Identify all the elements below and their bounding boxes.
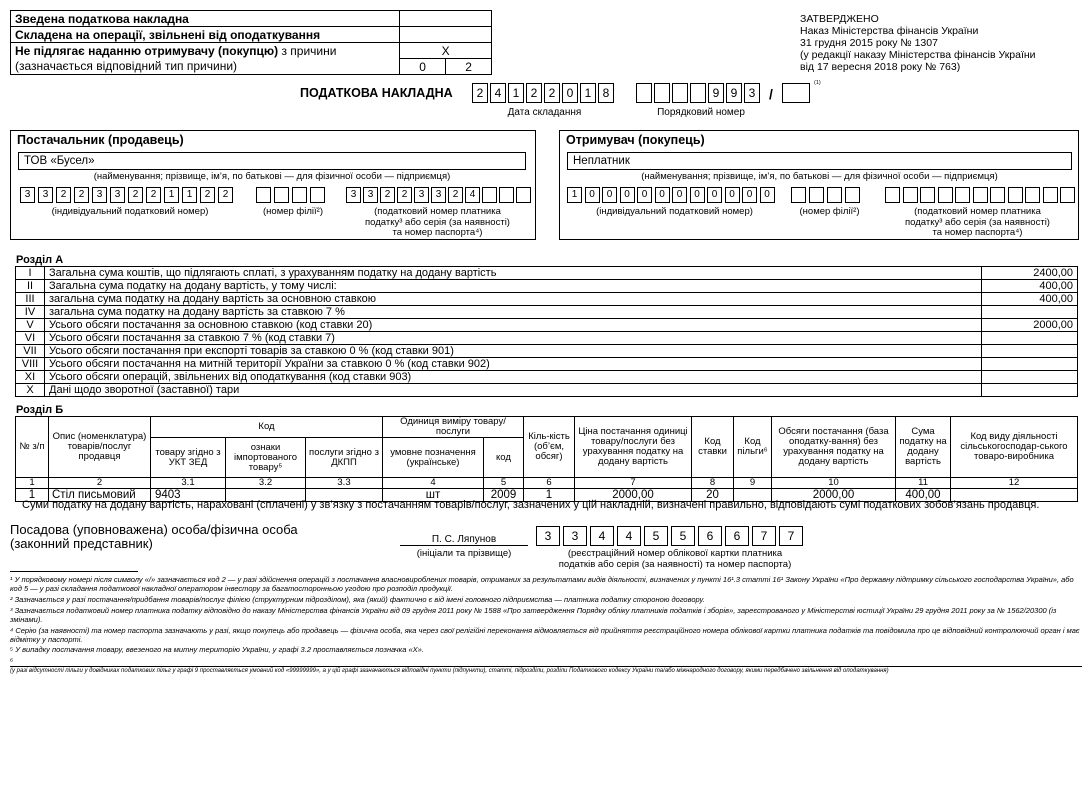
footnote-4: ⁴ Серію (за наявності) та номер паспорта зазначають у разі, якщо покупець або продавець — фізична особа, яка через свої релігійні переконання відмовляється від прийняття реєстраційного номера облікової картки платника податків та повідомила про це відповідний контролюючий орган і має відмітку у паспорті. [10, 625, 1080, 644]
buyer-ipn-digit[interactable]: 0 [760, 187, 775, 203]
official-number-digit[interactable]: 6 [725, 526, 749, 546]
approval-line: від 17 вересня 2018 року № 763) [800, 61, 961, 73]
buyer-passport-digit[interactable] [1060, 187, 1075, 203]
seller-name-field[interactable]: ТОВ «Бусел» [18, 152, 526, 170]
col-activity-header: Код виду діяльності сільськогосподар-ського товаро-виробника [951, 417, 1078, 478]
official-number-digit[interactable]: 4 [590, 526, 614, 546]
section-a-row-label: Усього обсяги постачання за основною ставкою (код ставки 20) [45, 319, 982, 332]
date-digit-box[interactable]: 2 [544, 83, 560, 103]
buyer-branch-digit[interactable] [827, 187, 842, 203]
section-a-row-number: III [16, 293, 45, 306]
col-benefit-header: Код пільги⁶ [734, 417, 772, 478]
section-a-row-number: VIII [16, 358, 45, 371]
section-a-row-label: Усього обсяги постачання за ставкою 7 % (код ставки 7) [45, 332, 982, 345]
table-cell[interactable]: 2009 [484, 489, 524, 502]
section-a-row [16, 280, 1078, 293]
column-number: 3.1 [151, 478, 226, 489]
table-cell[interactable]: 400,00 [896, 489, 951, 502]
seller-passport-digit[interactable]: 2 [448, 187, 463, 203]
date-digit-box[interactable]: 0 [562, 83, 578, 103]
footnote-divider [10, 571, 138, 572]
col-code-header: Код [151, 417, 383, 438]
seller-branch-caption: (номер філії²) [263, 206, 323, 217]
confirmation-statement: Суми податку на додану вартість, нараховані (сплачені) у зв’язку з постачанням товарів/послуг, зазначених у цій накладній, визначені правильно, відповідають сумі податкових зобов’язань продавця. [22, 499, 1040, 511]
section-a-row [16, 371, 1078, 384]
footnote-3: ³ Зазначається податковий номер платника податку відповідно до наказу Міністерства фінансів України від 09 грудня 2011 року № 1588 «Про затвердження Порядку обліку платників податків і зборів», зареєстрованого у Міністерстві юстиції України 29 грудня 2011 року за № 1562/20300 (із змінами). [10, 605, 1057, 624]
column-number: 6 [524, 478, 575, 489]
buyer-ipn-digit[interactable]: 0 [655, 187, 670, 203]
seller-ipn-digit[interactable]: 1 [164, 187, 179, 203]
document-title: ПОДАТКОВА НАКЛАДНА [300, 86, 453, 100]
seller-branch-digit[interactable] [310, 187, 325, 203]
col-desc-header: Опис (номенклатура) товарів/послуг продавця [49, 417, 151, 478]
table-cell[interactable]: 2000,00 [575, 489, 692, 502]
date-digit-box[interactable]: 2 [526, 83, 542, 103]
section-a-row-value[interactable]: 400,00 [982, 293, 1078, 306]
buyer-passport-digit[interactable] [920, 187, 935, 203]
section-a-row-label: Усього обсяги постачання при експорті товарів за ставкою 0 % (код ставки 901) [45, 345, 982, 358]
section-a-row-label: Дані щодо зворотної (заставної) тари [45, 384, 982, 397]
section-a-row-value[interactable] [982, 384, 1078, 397]
table-cell[interactable]: 1 [16, 489, 49, 502]
section-a-row-label: загальна сума податку на додану вартість за ставкою 7 % [45, 306, 982, 319]
section-a-row-value[interactable] [982, 345, 1078, 358]
buyer-passport-digit[interactable] [1008, 187, 1023, 203]
section-a-row-label: Загальна сума коштів, що підлягають сплаті, з урахуванням податку на додану вартість [45, 267, 982, 280]
number-digit-box[interactable]: 9 [726, 83, 742, 103]
section-a-row-number: IV [16, 306, 45, 319]
buyer-passport-digit[interactable] [885, 187, 900, 203]
column-number: 11 [896, 478, 951, 489]
number-digit-box[interactable]: 3 [744, 83, 760, 103]
buyer-ipn-digit[interactable]: 0 [707, 187, 722, 203]
column-number: 3.2 [226, 478, 306, 489]
seller-passport-digit[interactable] [516, 187, 531, 203]
invoice-type-table [10, 10, 492, 75]
seller-ipn-digit[interactable]: 1 [182, 187, 197, 203]
section-a-row [16, 306, 1078, 319]
seller-ipn-digit[interactable]: 3 [92, 187, 107, 203]
section-a-row-number: XI [16, 371, 45, 384]
col-unit-code-header: код [484, 438, 524, 478]
buyer-ipn-digit[interactable]: 0 [585, 187, 600, 203]
seller-branch-digit[interactable] [292, 187, 307, 203]
official-number-digit[interactable]: 3 [563, 526, 587, 546]
seller-ipn-digit[interactable]: 3 [38, 187, 53, 203]
official-number-digit[interactable]: 3 [536, 526, 560, 546]
section-a-row-number: I [16, 267, 45, 280]
seller-passport-caption: (податковий номер платника податку³ або серія (за наявності) та номер паспорта⁴) [365, 206, 510, 238]
table-cell[interactable]: 20 [692, 489, 734, 502]
buyer-branch-caption: (номер філії²) [799, 206, 860, 217]
buyer-passport-digit[interactable] [1025, 187, 1040, 203]
col-volume-header: Обсяги постачання (база оподатку-вання) без урахування податку на додану вартість [772, 417, 896, 478]
seller-ipn-digit[interactable]: 2 [74, 187, 89, 203]
section-a-row-number: X [16, 384, 45, 397]
date-digit-box[interactable]: 8 [598, 83, 614, 103]
exempt-operations-label: Складена на операції, звільнені від оподаткування [11, 27, 400, 43]
column-number: 4 [383, 478, 484, 489]
buyer-passport-digit[interactable] [973, 187, 988, 203]
seller-ipn-caption: (індивідуальний податковий номер) [51, 206, 209, 217]
section-a-row-number: II [16, 280, 45, 293]
table-cell[interactable]: 1 [524, 489, 575, 502]
seller-passport-digit[interactable]: 2 [397, 187, 412, 203]
column-number: 3.3 [306, 478, 383, 489]
summary-invoice-checkbox[interactable] [400, 11, 492, 27]
buyer-passport-digit[interactable] [955, 187, 970, 203]
number-digit-box[interactable] [636, 83, 652, 103]
number-code-box[interactable] [782, 83, 810, 103]
col-rate-header: Код ставки [692, 417, 734, 478]
official-number-digit[interactable]: 5 [671, 526, 695, 546]
seller-ipn-digit[interactable]: 2 [128, 187, 143, 203]
section-a-row [16, 358, 1078, 371]
seller-passport-digit[interactable]: 4 [465, 187, 480, 203]
section-a-row [16, 267, 1078, 280]
section-a-title: Розділ А [16, 254, 64, 266]
section-a-row-label: Загальна сума податку на додану вартість, у тому числі: [45, 280, 982, 293]
col-uktzed-header: товару згідно з УКТ ЗЕД [151, 438, 226, 478]
table-cell[interactable]: Стіл письмовий [49, 489, 151, 502]
section-a-row-number: VII [16, 345, 45, 358]
column-number: 10 [772, 478, 896, 489]
section-a-row [16, 345, 1078, 358]
footnote-2: ² Зазначається у разі постачання/придбання товарів/послуг філією (структурним підрозділом), яка (який) фактично є від імені головного підприємства — платника податку стороною договору. [10, 594, 705, 604]
seller-passport-digit[interactable]: 3 [346, 187, 361, 203]
section-a-row-value[interactable] [982, 358, 1078, 371]
approval-stamp [800, 13, 1085, 73]
not-provided-label: Не підлягає наданню отримувачу (покупцю) з причини [11, 43, 400, 59]
col-vat-header: Сума податку на додану вартість [896, 417, 951, 478]
seller-ipn-digit[interactable]: 2 [146, 187, 161, 203]
buyer-ipn-digit[interactable]: 1 [567, 187, 582, 203]
official-number-digit[interactable]: 7 [779, 526, 803, 546]
buyer-passport-digit[interactable] [1043, 187, 1058, 203]
approval-line: (у редакції наказу Міністерства фінансів України [800, 49, 1036, 61]
number-digit-box[interactable] [672, 83, 688, 103]
seller-passport-digit[interactable]: 2 [380, 187, 395, 203]
approval-line: ЗАТВЕРДЖЕНО [800, 13, 879, 25]
official-number-digit[interactable]: 5 [644, 526, 668, 546]
seller-ipn-digit[interactable]: 2 [218, 187, 233, 203]
buyer-name-field[interactable]: Неплатник [567, 152, 1072, 170]
section-a-row-value[interactable] [982, 306, 1078, 319]
col-qty-header: Кіль-кість (об’єм, обсяг) [524, 417, 575, 478]
section-a-row [16, 319, 1078, 332]
seller-ipn-digit[interactable]: 3 [110, 187, 125, 203]
seller-passport-digit[interactable]: 3 [414, 187, 429, 203]
summary-invoice-label: Зведена податкова накладна [11, 11, 400, 27]
col-unit-name-header: умовне позначення (українське) [383, 438, 484, 478]
footnote-1: ¹ У порядковому номері після символу «/» зазначається код 2 — у разі здійснення операцій з постачання власновироблених товарів, отриманих за результатами видів діяльності, визначених у пункті 16¹.3 статті 16¹ Закону України «Про державну підтримку сільського господарства України», або код 5 — у разі складання податкової накладної оператором інвестору за багатосторонньою угодою про розподіл продукції. [10, 575, 1074, 594]
date-digit-box[interactable]: 1 [508, 83, 524, 103]
official-number-caption: (реєстраційний номер облікової картки платника податків або серія (за наявності) та номер паспорта) [558, 548, 792, 570]
table-cell[interactable]: шт [383, 489, 484, 502]
buyer-ipn-digit[interactable]: 0 [672, 187, 687, 203]
section-a-row [16, 384, 1078, 397]
number-caption: Порядковий номер [657, 107, 745, 118]
column-number: 1 [16, 478, 49, 489]
footnote-mark: (1) [814, 80, 821, 86]
buyer-ipn-digit[interactable]: 0 [637, 187, 652, 203]
seller-title: Постачальник (продавець) [17, 133, 184, 147]
official-name-caption: (ініціали та прізвище) [416, 548, 512, 559]
buyer-passport-digit[interactable] [990, 187, 1005, 203]
reason-type-digit-2[interactable]: 2 [446, 59, 492, 75]
section-a-row-value[interactable]: 2000,00 [982, 319, 1078, 332]
buyer-branch-digit[interactable] [809, 187, 824, 203]
approval-line: 31 грудня 2015 року № 1307 [800, 37, 938, 49]
col-unit-header: Одиниця виміру товару/послуги [383, 417, 524, 438]
number-slash: / [769, 86, 773, 102]
footnote-5: ⁵ У випадку постачання товару, ввезеного на митну територію України, у графі 3.2 проставляється позначка «Х». [10, 645, 424, 655]
column-number: 12 [951, 478, 1078, 489]
date-caption: Дата складання [507, 107, 582, 118]
official-label: Посадова (уповноважена) особа/фізична особа (законний представник) [10, 522, 298, 551]
col-price-header: Ціна постачання одиниці товару/послуги без урахування податку на додану вартість [575, 417, 692, 478]
section-b-title: Розділ Б [16, 404, 64, 416]
exempt-operations-checkbox[interactable] [400, 27, 492, 43]
date-digit-box[interactable]: 1 [580, 83, 596, 103]
reason-type-label: (зазначається відповідний тип причини) [11, 59, 400, 75]
footnote-6-text: (у разі відсутності пільги у довідниках податкових пільг у графі 9 проставляється умовний код «99999999», а у цій графі зазначаються відповідні пункти (підпункти), статті, підрозділи, розділи Податкового кодексу України та/або міжнародного договору, якими передбачено звільнення від оподаткування) [10, 668, 889, 674]
column-number: 2 [49, 478, 151, 489]
seller-ipn-digit[interactable]: 2 [56, 187, 71, 203]
seller-branch-digit[interactable] [274, 187, 289, 203]
buyer-name-caption: (найменування; прізвище, ім’я, по батькові — для фізичної особи — підприємця) [641, 171, 998, 182]
buyer-ipn-caption: (індивідуальний податковий номер) [596, 206, 753, 217]
col-import-header: ознаки імпортованого товару⁵ [226, 438, 306, 478]
buyer-branch-digit[interactable] [845, 187, 860, 203]
section-a-table [15, 266, 1078, 397]
buyer-passport-caption: (податковий номер платника податку³ або серія (за наявності) та номер паспорта⁴) [905, 206, 1050, 238]
column-number: 8 [692, 478, 734, 489]
buyer-ipn-digit[interactable]: 0 [742, 187, 757, 203]
footnotes [10, 575, 1082, 667]
buyer-passport-digit[interactable] [938, 187, 953, 203]
buyer-ipn-digit[interactable]: 0 [620, 187, 635, 203]
seller-passport-digit[interactable]: 3 [363, 187, 378, 203]
not-provided-mark[interactable]: Х [400, 43, 492, 59]
section-a-row-label: Усього обсяги постачання на митній території України за ставкою 0 % (код ставки 902) [45, 358, 982, 371]
number-digit-box[interactable] [654, 83, 670, 103]
official-number-digit[interactable]: 4 [617, 526, 641, 546]
seller-branch-digit[interactable] [256, 187, 271, 203]
seller-passport-digit[interactable]: 3 [431, 187, 446, 203]
section-a-row-value[interactable]: 2400,00 [982, 267, 1078, 280]
section-a-row-value[interactable] [982, 371, 1078, 384]
number-digit-box[interactable] [690, 83, 706, 103]
approval-line: Наказ Міністерства фінансів України [800, 25, 979, 37]
section-a-row-label: загальна сума податку на додану вартість за основною ставкою [45, 293, 982, 306]
section-a-row-number: V [16, 319, 45, 332]
section-a-row [16, 332, 1078, 345]
buyer-ipn-digit[interactable]: 0 [725, 187, 740, 203]
buyer-title: Отримувач (покупець) [566, 133, 705, 147]
section-a-row-value[interactable] [982, 332, 1078, 345]
seller-passport-digit[interactable] [499, 187, 514, 203]
col-dkpp-header: послуги згідно з ДКПП [306, 438, 383, 478]
official-number-digit[interactable]: 6 [698, 526, 722, 546]
official-number-digit[interactable]: 7 [752, 526, 776, 546]
seller-name-caption: (найменування; прізвище, ім’я, по батькові — для фізичної особи — підприємця) [93, 171, 451, 182]
table-cell[interactable]: 2000,00 [772, 489, 896, 502]
column-number: 5 [484, 478, 524, 489]
date-digit-box[interactable]: 2 [472, 83, 488, 103]
seller-ipn-digit[interactable]: 3 [20, 187, 35, 203]
column-number: 7 [575, 478, 692, 489]
column-number: 9 [734, 478, 772, 489]
date-digit-box[interactable]: 4 [490, 83, 506, 103]
section-a-row-value[interactable]: 400,00 [982, 280, 1078, 293]
section-a-row [16, 293, 1078, 306]
footnote-6-divider [10, 666, 1082, 667]
buyer-ipn-digit[interactable]: 0 [690, 187, 705, 203]
section-a-row-number: VI [16, 332, 45, 345]
buyer-passport-digit[interactable] [903, 187, 918, 203]
section-b-table [15, 416, 1078, 502]
reason-type-digit-1[interactable]: 0 [400, 59, 446, 75]
buyer-ipn-digit[interactable]: 0 [602, 187, 617, 203]
seller-passport-digit[interactable] [482, 187, 497, 203]
official-name[interactable]: П. С. Ляпунов [400, 534, 528, 546]
table-cell[interactable]: 9403 [151, 489, 226, 502]
footnote-6: ⁶ [10, 656, 14, 666]
number-digit-box[interactable]: 9 [708, 83, 724, 103]
seller-ipn-digit[interactable]: 2 [200, 187, 215, 203]
buyer-branch-digit[interactable] [791, 187, 806, 203]
col-num-header: № з/п [16, 417, 49, 478]
section-a-row-label: Усього обсяги операцій, звільнених від оподаткування (код ставки 903) [45, 371, 982, 384]
